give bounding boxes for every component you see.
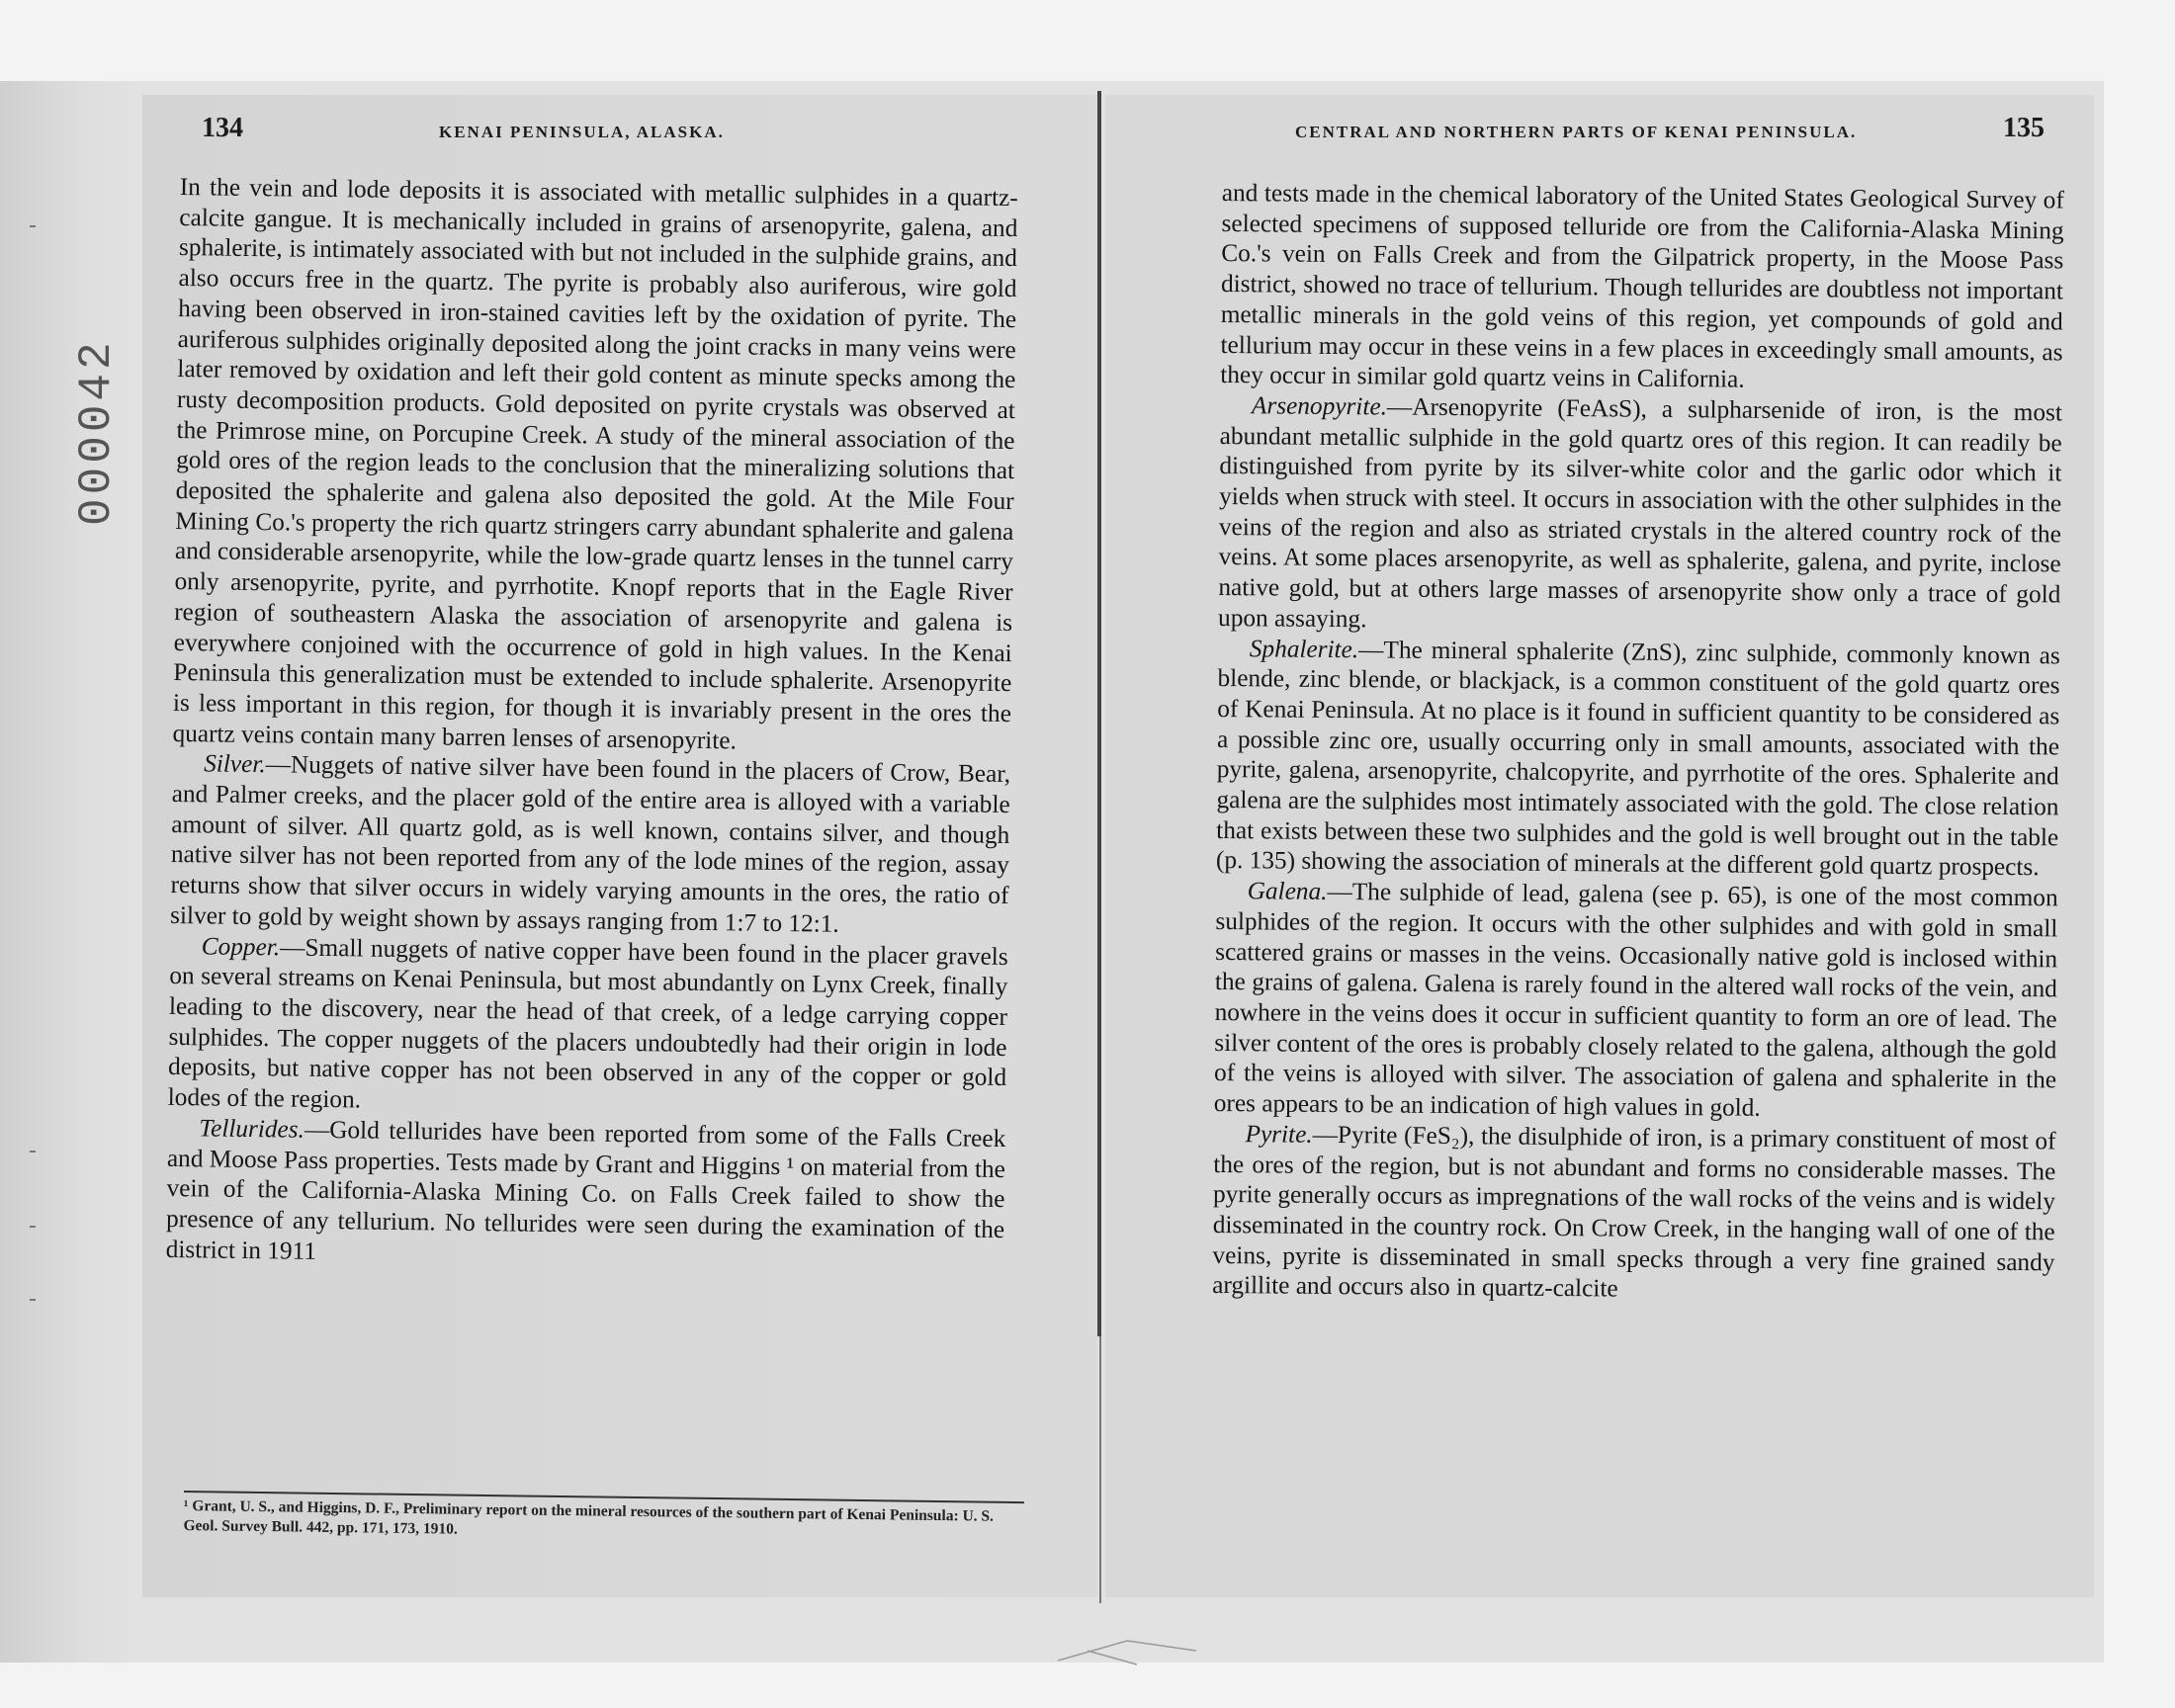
margin-mark xyxy=(30,1299,36,1301)
right-page-body xyxy=(1212,178,2064,1308)
paragraph-text: —Gold tellurides have been reported from some of the Falls Creek and Moose Pass properties. Tests made by Grant and Higgins ¹ on material from the vein of the California-Alaska Mining Co. on Falls Creek failed to show the presence of any tellurium. No tellurides were seen during the examination of the district in 1911 xyxy=(165,1115,1006,1265)
footnote: ¹ Grant, U. S., and Higgins, D. F., Preliminary report on the mineral resources of the southern part of Kenai Peninsula: U. S. Geol. Survey Bull. 442, pp. 171, 173, 1910. xyxy=(183,1491,1024,1547)
paragraph xyxy=(172,172,1018,759)
left-page xyxy=(142,95,1097,1597)
left-page-number: 134 xyxy=(202,113,243,143)
paragraph-text: —Nuggets of native silver have been found in the placers of Crow, Bear, and Palmer creeks, and the placer gold of the entire area is alloyed with a variable amount of silver. All quartz gold, as is well known, contains silver, and though native silver has not been reported from any of the lode mines of the region, assay returns show that silver occurs in widely varying amounts in the ores, the ratio of silver to gold by weight shown by assays ranging from 1:7 to 12:1. xyxy=(169,750,1011,938)
archive-stamp-text: 000042 xyxy=(71,338,123,526)
section-head: Pyrite. xyxy=(1245,1120,1313,1149)
margin-mark xyxy=(30,225,36,227)
margin-mark xyxy=(30,1151,36,1153)
section-head: Tellurides. xyxy=(199,1114,305,1144)
paragraph-pyrite xyxy=(1212,1119,2056,1309)
paragraph-text: —The mineral sphalerite (ZnS), zinc sulphide, commonly known as blende, zinc blende, or blackjack, is a common constituent of the gold quartz ores of Kenai Peninsula. At no place is it found in sufficient quantity to be considered as a possible zinc ore, usually occurring only in small amounts, associated with the pyrite, galena, arsenopyrite, chalcopyrite, and pyrrhotite of the ores. Sphalerite and galena are the sulphides most intimately associated with the gold. The close relation that exists between these two sulphides and the gold is well brought out in the table (p. 135) showing the association of minerals at the different gold quartz prospects. xyxy=(1215,635,2060,882)
left-page-body xyxy=(166,172,1018,1275)
paragraph-tellurides xyxy=(166,1113,1006,1276)
paragraph-galena xyxy=(1214,876,2058,1126)
paragraph-text: —Small nuggets of native copper have been found in the placer gravels on several streams on Kenai Peninsula, but most abundantly on Lynx Creek, finally leading to the discovery, near the head of that creek, of a ledge carrying copper sulphides. The copper nuggets of the placers undoubtedly had their origin in lode deposits, but native copper has not been observed in any of the copper or gold lodes of the region. xyxy=(167,932,1008,1114)
margin-mark xyxy=(30,1226,36,1228)
left-page-header xyxy=(142,113,1097,152)
left-running-head: KENAI PENINSULA, ALASKA. xyxy=(439,123,725,141)
section-head: Silver. xyxy=(203,749,266,779)
paragraph-text: —Pyrite (FeS₂), the disulphide of iron, is a primary constituent of most of the ores of the region, but is not abundant and forms no considerable masses. The pyrite generally occurs as impregnations of the wall rocks of the veins and is widely disseminated in the country rock. On Crow Creek, in the hanging wall of one of the veins, pyrite is disseminated in small specks through a very fine grained sandy argillite and occurs also in quartz-calcite xyxy=(1212,1120,2056,1303)
section-head: Sphalerite. xyxy=(1249,634,1359,663)
page-gutter-lower xyxy=(1099,1336,1101,1603)
section-head: Galena. xyxy=(1247,877,1328,906)
scratch-mark xyxy=(1048,1621,1206,1670)
paragraph-sphalerite xyxy=(1216,634,2060,884)
archive-stamp-number xyxy=(71,289,121,526)
paragraph xyxy=(1220,178,2064,397)
paragraph-copper xyxy=(168,931,1008,1124)
paragraph-arsenopyrite xyxy=(1218,390,2062,640)
paragraph-silver xyxy=(170,748,1010,941)
right-page-number: 135 xyxy=(2003,113,2044,143)
section-head: Copper. xyxy=(201,931,281,961)
paragraph-text: —Arsenopyrite (FeAsS), a sulpharsenide of iron, is the most abundant metallic sulphide in the gold quartz ores of this region. It can readily be distinguished from pyrite by its silver-white color and the garlic odor which it yields when struck with steel. It occurs in association with the other sulphides in the veins of the region and also as striated crystals in the altered country rock of the veins. At some places arsenopyrite, as well as sphalerite, galena, and pyrite, inclose native gold, but at others large masses of arsenopyrite show only a trace of gold upon assaying. xyxy=(1217,392,2063,634)
page-gutter xyxy=(1097,91,1101,1336)
right-page xyxy=(1105,95,2094,1597)
right-page-header xyxy=(1105,113,2094,152)
paragraph-text: —The sulphide of lead, galena (see p. 65), is one of the most common sulphides of the region. It occurs with the other sulphides and with gold in small scattered grains or masses in the veins. Occasionally native gold is inclosed within the grains of galena. Galena is rarely found in the altered wall rocks of the vein, and nowhere in the veins does it occur in sufficient quantity to form an ore of lead. The silver content of the ores is probably closely related to the galena, although the gold of the veins is alloyed with silver. The association of galena and sphalerite in the ores appears to be an indication of high values in gold. xyxy=(1213,878,2058,1122)
paragraph-text: and tests made in the chemical laboratory of the United States Geological Survey of selected specimens of supposed telluride ore from the California-Alaska Mining Co.'s vein on Falls Creek and from the Gilpatrick property, in the Moose Pass district, showed no trace of tellurium. Though tellurides are doubtless not important metallic minerals in the gold veins of this region, yet compounds of gold and tellurium may occur in these veins in a few places in exceedingly small amounts, as they occur in similar gold quartz veins in California. xyxy=(1220,178,2064,393)
section-head: Arsenopyrite. xyxy=(1251,391,1388,421)
right-running-head: CENTRAL AND NORTHERN PARTS OF KENAI PENINSULA. xyxy=(1295,123,1858,141)
paragraph-text: In the vein and lode deposits it is associated with metallic sulphides in a quartz-calcite gangue. It is mechanically included in grains of arsenopyrite, galena, and sphalerite, is intimately associated with but not included in the sulphide grains, and also occurs free in the quartz. The pyrite is probably also auriferous, wire gold having been observed in iron-stained cavities left by the oxidation of pyrite. The auriferous sulphides originally deposited along the joint cracks in many veins were later removed by oxidation and left their gold content as minute specks among the rusty decomposition products. Gold deposited on pyrite crystals was observed at the Primrose mine, on Porcupine Creek. A study of the mineral association of the gold ores of the region leads to the conclusion that the mineralizing solutions that deposited the sphalerite and galena also deposited the gold. At the Mile Four Mining Co.'s property the rich quartz stringers carry abundant sphalerite and galena and considerable arsenopyrite, while the low-grade quartz lenses in the tunnel carry only arsenopyrite, pyrite, and pyrrhotite. Knopf reports that in the Eagle River region of southeastern Alaska the association of arsenopyrite and galena is everywhere conjoined with the occurrence of gold in high values. In the Kenai Peninsula this generalization must be extended to include sphalerite. Arsenopyrite is less important in this region, for though it is invariably present in the ores the quartz veins contain many barren lenses of arsenopyrite. xyxy=(172,172,1018,755)
